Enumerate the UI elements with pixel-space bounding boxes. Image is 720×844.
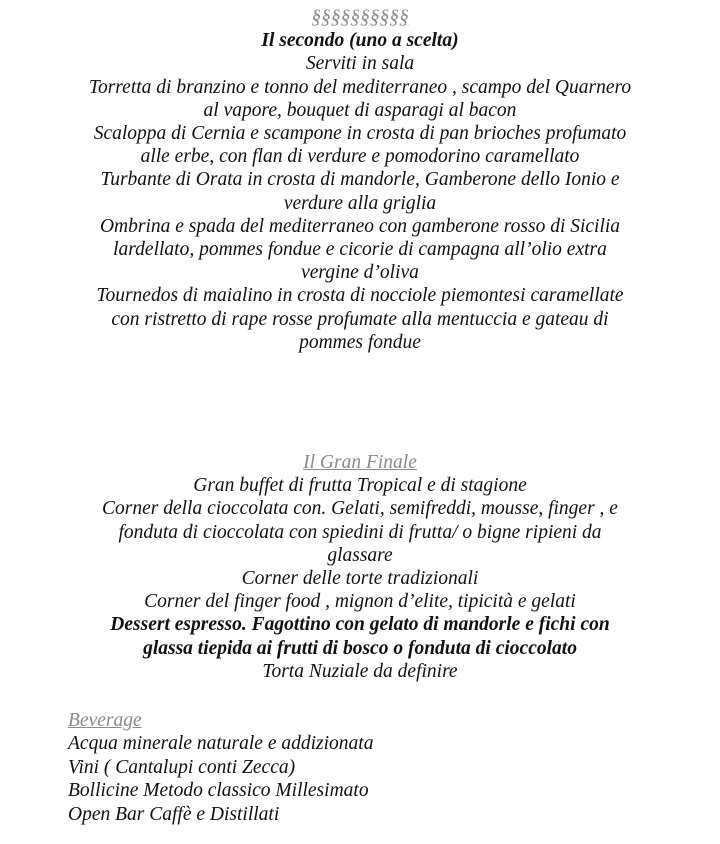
menu-line: glassare — [327, 544, 393, 566]
menu-line: Turbante di Orata in crosta di mandorle, Gamberone dello Ionio e — [100, 169, 620, 191]
section-decoration: §§§§§§§§§§ — [311, 7, 409, 28]
section-secondo — [0, 6, 720, 354]
menu-line: Open Bar Caffè e Distillati — [68, 803, 280, 825]
menu-line: Acqua minerale naturale e addizionata — [68, 733, 374, 755]
menu-line-highlight: glassa tiepida ai frutti di bosco o fonduta di cioccolato — [143, 637, 577, 659]
menu-line: lardellato, pommes fondue e cicorie di campagna all’olio extra — [113, 239, 607, 261]
menu-line: Tournedos di maialino in crosta di nocciole piemontesi caramellate — [96, 285, 624, 307]
menu-line: con ristretto di rape rosse profumate alla mentuccia e gateau di — [111, 308, 609, 330]
menu-line: Corner della cioccolata con. Gelati, semifreddi, mousse, finger , e — [102, 498, 618, 520]
section-gran-finale — [0, 451, 720, 683]
menu-line: al vapore, bouquet di asparagi al bacon — [203, 99, 517, 121]
menu-line: Gran buffet di frutta Tropical e di stagione — [193, 475, 527, 497]
menu-line: pommes fondue — [299, 331, 421, 353]
menu-line: Scaloppa di Cernia e scampone in crosta di pan brioches profumato — [93, 123, 627, 145]
menu-line: Ombrina e spada del mediterraneo con gamberone rosso di Sicilia — [99, 215, 621, 237]
menu-line: Bollicine Metodo classico Millesimato — [68, 780, 369, 802]
menu-line: alle erbe, con flan di verdure e pomodorino caramellato — [140, 146, 580, 168]
section-title: Il Gran Finale — [303, 452, 417, 473]
section-title: Il secondo (uno a scelta) — [261, 30, 459, 52]
menu-line: Corner delle torte tradizionali — [241, 568, 479, 590]
menu-line: Torta Nuziale da definire — [262, 660, 458, 682]
menu-line: Corner del finger food , mignon d’elite, tipicità e gelati — [144, 591, 576, 613]
section-title: Beverage — [68, 710, 142, 731]
section-beverage — [68, 709, 373, 826]
menu-line: Vini ( Cantalupi conti Zecca) — [68, 756, 296, 778]
menu-line: Serviti in sala — [305, 53, 415, 75]
menu-line: Torretta di branzino e tonno del mediterraneo , scampo del Quarnero — [88, 76, 632, 98]
menu-line: fonduta di cioccolata con spiedini di frutta/ o bigne ripieni da — [118, 521, 602, 543]
menu-line: vergine d’oliva — [301, 262, 419, 284]
menu-line-highlight: Dessert espresso. Fagottino con gelato di mandorle e fichi con — [110, 614, 610, 636]
menu-line: verdure alla griglia — [283, 192, 437, 214]
